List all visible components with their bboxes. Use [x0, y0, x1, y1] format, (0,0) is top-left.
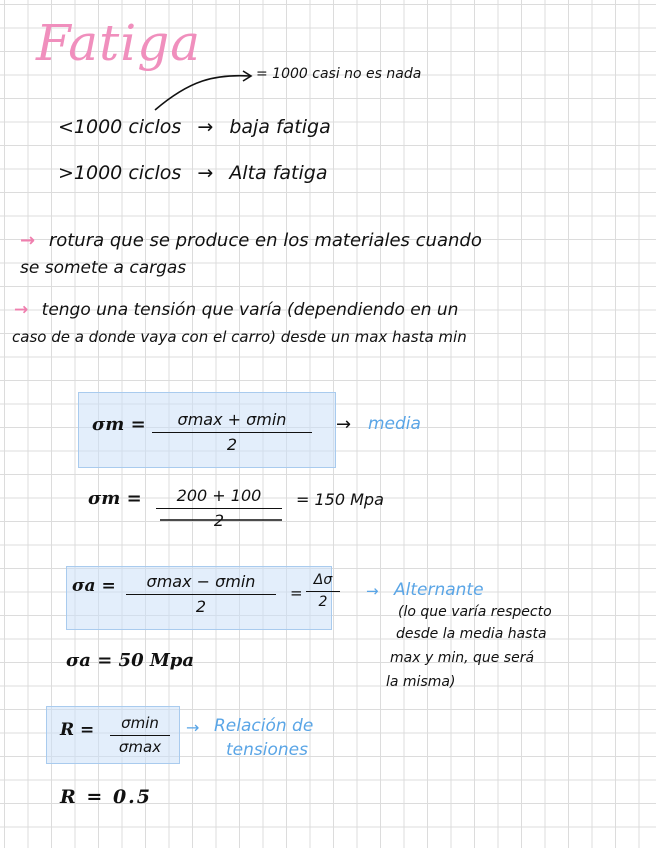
low-cycles-label: <1000 ciclos	[58, 116, 182, 138]
denominator: σmax	[118, 738, 162, 756]
alt-formula-fraction	[126, 572, 276, 616]
denominator: 2	[213, 511, 225, 530]
mean-formula-fraction	[152, 410, 312, 454]
variation-line-1	[14, 300, 458, 320]
numerator: σmax + σmin	[152, 410, 312, 433]
denominator: 2	[226, 435, 238, 454]
low-cycles-row	[58, 116, 331, 138]
pink-arrow-icon: →	[20, 230, 36, 251]
numerator: Δσ	[306, 572, 340, 592]
alt-calc: σa = 50 Mpa	[66, 650, 195, 671]
ratio-label-line-1: Relación de	[214, 716, 314, 736]
alt-note-line-3: max y min, que será	[390, 650, 535, 666]
delta-fraction	[306, 572, 340, 610]
variation-text: tengo una tensión que varía (dependiendo en un	[41, 300, 459, 320]
denominator: 2	[318, 594, 328, 610]
alt-note-line-4: la misma)	[386, 674, 456, 690]
mean-calc-lhs: σm =	[88, 488, 142, 509]
alternating-label: Alternante	[394, 580, 484, 600]
ratio-label-line-2: tensiones	[226, 740, 308, 760]
arrow-icon: →	[197, 116, 214, 138]
high-cycles-result: Alta fatiga	[229, 162, 328, 184]
ratio-calc: R = 0.5	[60, 786, 152, 808]
denominator: 2	[195, 597, 207, 616]
definition-line-2: se somete a cargas	[20, 258, 187, 278]
numerator: σmin	[110, 714, 170, 736]
arrow-icon: →	[366, 582, 379, 600]
numerator: 200 + 100	[156, 486, 282, 509]
low-cycles-result: baja fatiga	[229, 116, 331, 138]
pink-arrow-icon: →	[14, 300, 29, 320]
variation-line-2: caso de a donde vaya con el carro) desde un max hasta min	[12, 328, 467, 346]
mean-calc-result: = 150 Mpa	[296, 490, 384, 509]
ratio-formula-fraction	[110, 714, 170, 756]
definition-text: rotura que se produce en los materiales cuando	[48, 230, 482, 251]
alt-equals: =	[290, 584, 303, 602]
arrow-icon: →	[336, 414, 352, 435]
numerator: σmax − σmin	[126, 572, 276, 595]
alt-formula-lhs: σa =	[72, 576, 116, 596]
high-cycles-row	[58, 162, 328, 184]
mean-formula-lhs: σm =	[92, 414, 146, 435]
page-title: Fatiga	[36, 14, 202, 72]
annotation-1000: = 1000 casi no es nada	[256, 66, 422, 82]
definition-line-1	[20, 230, 482, 251]
alt-note-line-2: desde la media hasta	[396, 626, 547, 642]
alt-note-line-1: (lo que varía respecto	[398, 604, 552, 620]
mean-label: media	[368, 414, 421, 434]
mean-calc-fraction	[156, 486, 282, 530]
arrow-icon: →	[186, 718, 200, 737]
arrow-icon: →	[197, 162, 214, 184]
ratio-formula-lhs: R =	[60, 720, 95, 740]
high-cycles-label: >1000 ciclos	[58, 162, 182, 184]
